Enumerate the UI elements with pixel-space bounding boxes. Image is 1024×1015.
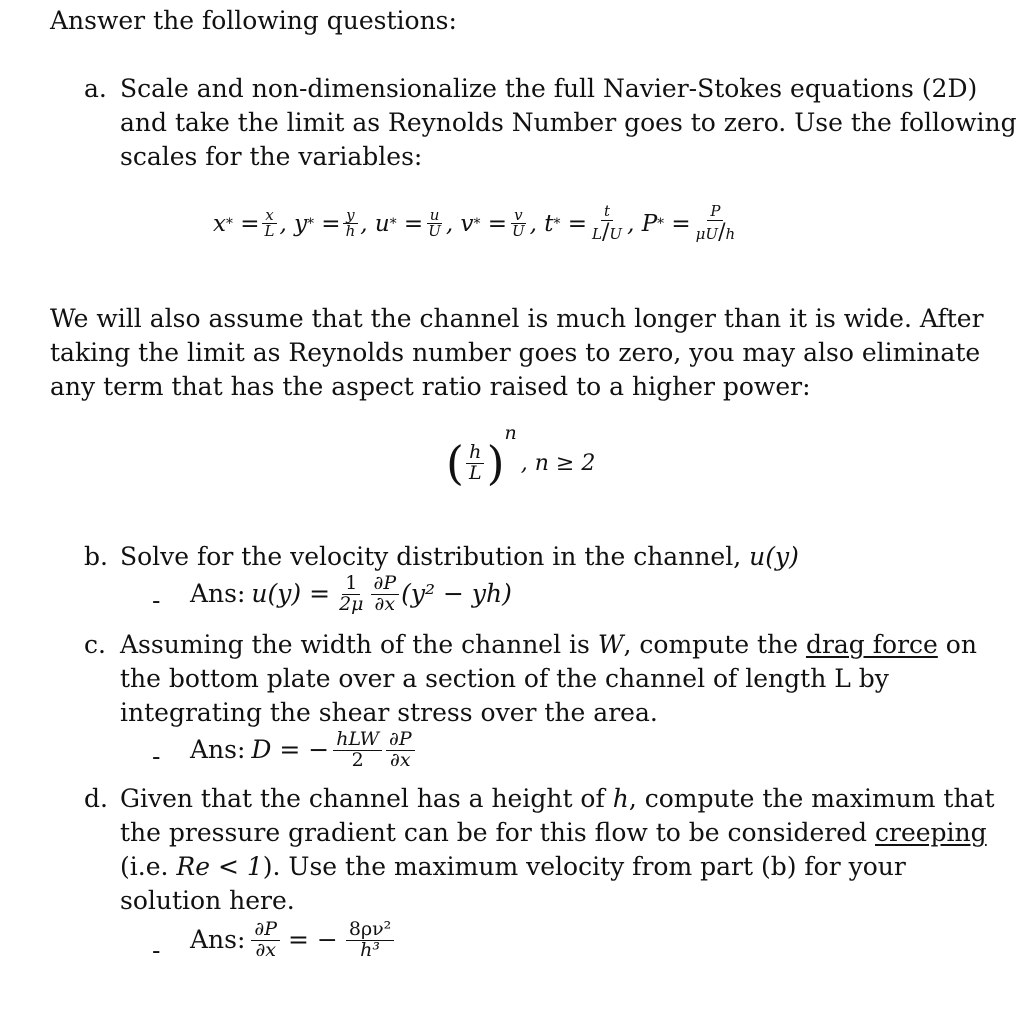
- part-d-line-2: the pressure gradient can be for this flow to be considered creeping: [120, 818, 987, 847]
- aspect-ratio-equation: ( $\frac{h}{L}$ ) n , n ≥ 2: [446, 422, 596, 490]
- part-d-label: d.: [84, 784, 108, 813]
- assume-line-2: taking the limit as Reynolds number goes to zero, you may also eliminate: [50, 338, 981, 367]
- part-c-line-2: the bottom plate over a section of the channel of length L by: [120, 664, 889, 693]
- part-c-dash: -: [152, 742, 161, 771]
- part-a-line-2: and take the limit as Reynolds Number goes to zero. Use the following: [120, 108, 1017, 137]
- part-d-dash: -: [152, 936, 161, 965]
- scale-p-var: P: [641, 210, 658, 237]
- part-d-answer: Ans: $\frac{\partial P}{\partial x}$ = − $\frac{\text{8ρν²}}{\text{h³}}$: [190, 920, 396, 961]
- scales-equation: x * = $\frac{x}{L}$ , y * = $\frac{y}{h}$ , u * = $\frac{u}{U}$ , v * = $\frac{v}{U}$ , t * = $\frac{t}{L/U}$ , P * = $\frac{P}{\mu U/h}$: [213, 204, 740, 244]
- scale-v-var: v: [460, 210, 474, 237]
- aspect-ratio-fraction: $\frac{h}{L}$: [466, 443, 485, 484]
- part-b-frac-2: $\frac{\partial P}{\partial x}$: [371, 574, 400, 615]
- creeping-link: creeping: [875, 818, 987, 847]
- aspect-exponent: n: [504, 422, 517, 444]
- part-c-label: c.: [84, 630, 106, 659]
- scale-p-fraction: $\frac{P}{\mu U/h}$: [695, 202, 736, 245]
- scale-t-fraction: $\frac{t}{L/U}$: [592, 202, 623, 245]
- scale-y-fraction: $\frac{y}{h}$: [343, 208, 359, 241]
- drag-force-link: drag force: [805, 630, 938, 659]
- scale-y-var: y: [294, 210, 308, 237]
- part-b-label: b.: [84, 542, 108, 571]
- part-d-frac-1: $\frac{\partial P}{\partial x}$: [251, 920, 280, 961]
- part-b-answer: Ans: u(y) = $\frac{1}{2\mu}$ $\frac{\partial P}{\partial x}$ (y² − yh): [190, 572, 512, 615]
- scale-x-fraction: $\frac{x}{L}$: [261, 208, 277, 241]
- scale-v-fraction: $\frac{v}{U}$: [511, 205, 525, 241]
- part-b-math: u(y): [749, 542, 799, 571]
- part-d-line-3: (i.e. Re < 1). Use the maximum velocity from part (b) for your: [120, 852, 906, 881]
- part-b-dash: -: [152, 586, 161, 615]
- part-d-line-1: Given that the channel has a height of h, compute the maximum that: [120, 784, 995, 813]
- part-b-frac-1: $\frac{1}{2\mu}$: [339, 572, 364, 615]
- part-d-frac-2: $\frac{\text{8ρν²}}{\text{h³}}$: [346, 920, 394, 961]
- part-a-label: a.: [84, 74, 107, 103]
- scale-u-fraction: $\frac{u}{U}$: [428, 205, 441, 241]
- part-d-line-4: solution here.: [120, 886, 295, 915]
- aspect-condition: , n ≥ 2: [520, 450, 596, 476]
- assume-line-1: We will also assume that the channel is much longer than it is wide. After: [50, 304, 984, 333]
- part-a-line-3: scales for the variables:: [120, 142, 423, 171]
- scale-x-var: x: [213, 210, 226, 237]
- part-c-line-3: integrating the shear stress over the area.: [120, 698, 658, 727]
- part-c-answer: Ans: D = − $\frac{\text{hLW}}{2}$ $\frac{\partial P}{\partial x}$: [190, 730, 417, 771]
- scale-u-var: u: [374, 210, 390, 237]
- part-b-text: Solve for the velocity distribution in the channel, u(y): [120, 542, 799, 571]
- scale-t-var: t: [544, 210, 554, 237]
- part-a-line-1: Scale and non-dimensionalize the full Navier-Stokes equations (2D): [120, 74, 978, 103]
- part-c-line-1: Assuming the width of the channel is W, compute the drag force on: [120, 630, 977, 659]
- assume-line-3: any term that has the aspect ratio raised to a higher power:: [50, 372, 811, 401]
- part-c-frac-1: $\frac{\text{hLW}}{2}$: [333, 730, 382, 771]
- intro-heading: Answer the following questions:: [50, 6, 457, 35]
- part-c-frac-2: $\frac{\partial P}{\partial x}$: [386, 730, 415, 771]
